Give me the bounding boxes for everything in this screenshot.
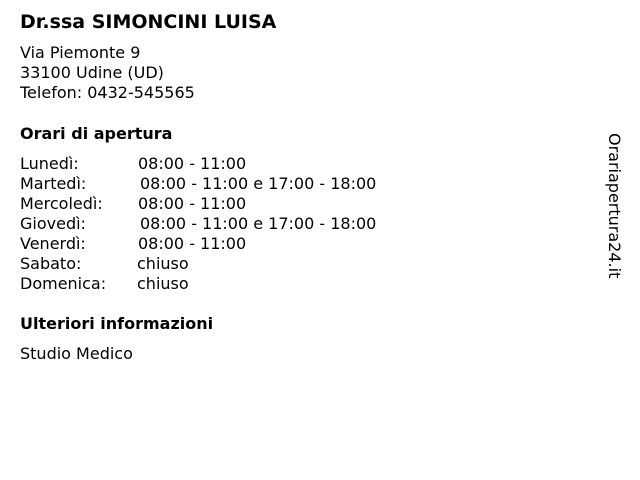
day-label: Sabato: — [20, 254, 82, 273]
address-block — [20, 43, 195, 103]
day-hours: 08:00 - 11:00 — [138, 234, 247, 253]
street-address: Via Piemonte 9 — [20, 43, 141, 62]
additional-info-heading: Ulteriori informazioni — [20, 314, 214, 333]
day-hours: 08:00 - 11:00 — [138, 154, 247, 173]
day-hours: 08:00 - 11:00 — [138, 194, 247, 213]
day-label: Giovedì: — [20, 214, 86, 233]
city-address: 33100 Udine (UD) — [20, 63, 164, 82]
additional-info-text: Studio Medico — [20, 344, 133, 363]
day-label: Martedì: — [20, 174, 87, 193]
day-hours: 08:00 - 11:00 e 17:00 - 18:00 — [140, 214, 377, 233]
phone-number: Telefon: 0432-545565 — [20, 83, 195, 102]
page-title: Dr.ssa SIMONCINI LUISA — [20, 11, 277, 33]
site-watermark: Orariapertura24.it — [605, 133, 624, 279]
day-label: Venerdì: — [20, 234, 86, 253]
day-label: Domenica: — [20, 274, 107, 293]
day-hours: chiuso — [137, 274, 189, 293]
day-hours: chiuso — [137, 254, 189, 273]
day-label: Lunedì: — [20, 154, 79, 173]
day-label: Mercoledì: — [20, 194, 103, 213]
opening-hours-heading: Orari di apertura — [20, 124, 173, 143]
day-hours: 08:00 - 11:00 e 17:00 - 18:00 — [140, 174, 377, 193]
